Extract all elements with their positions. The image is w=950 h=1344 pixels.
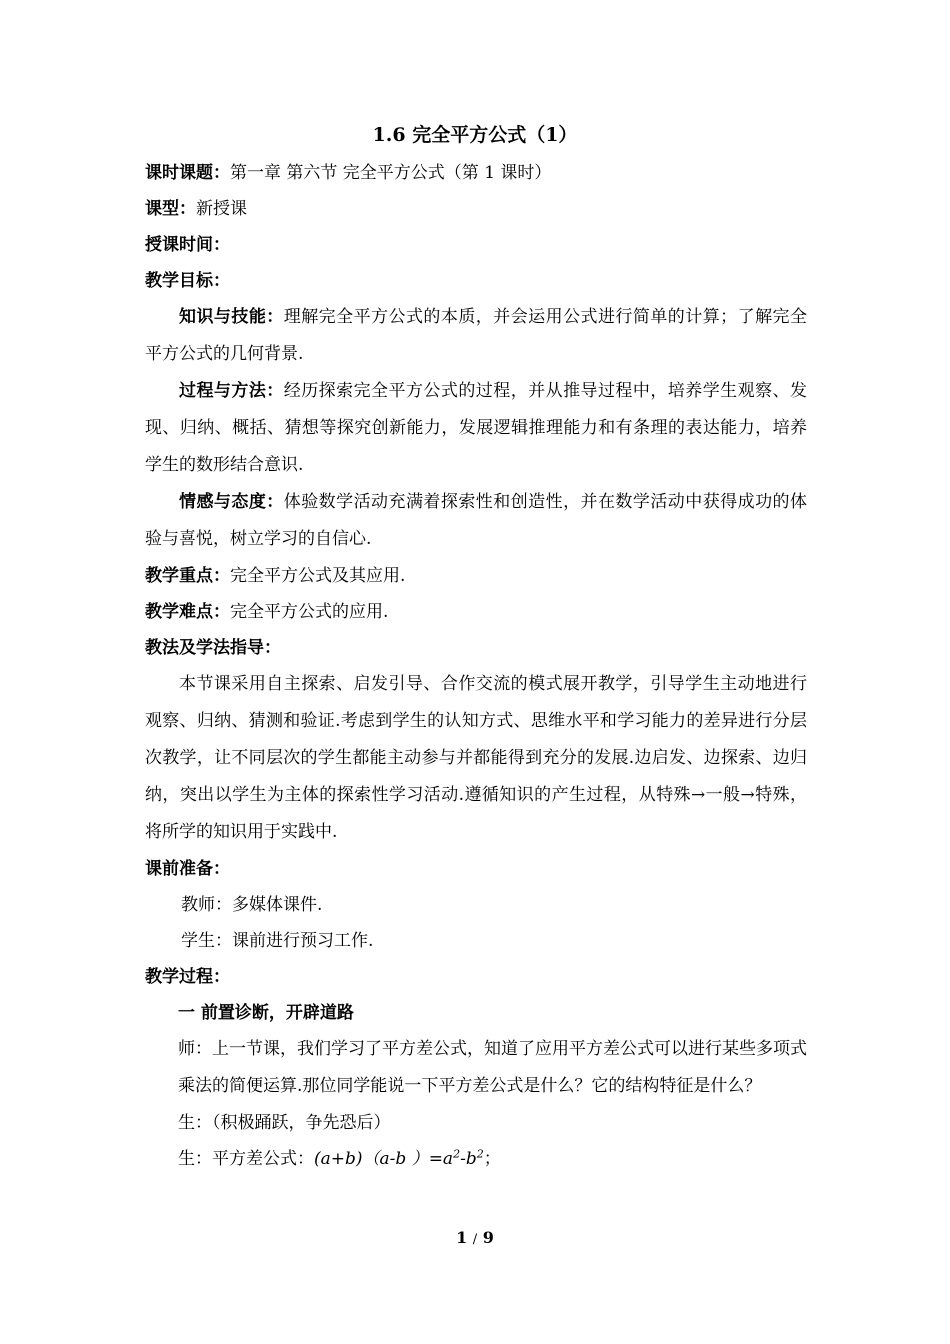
goal-emotion-label: 情感与态度： xyxy=(179,492,284,512)
goal-process xyxy=(145,373,807,484)
topic-value: 第一章 第六节 完全平方公式（第 1 课时） xyxy=(230,163,552,183)
method-paragraph: 本节课采用自主探索、启发引导、合作交流的模式展开教学，引导学生主动地进行观察、归纳、猜测和验证.考虑到学生的认知方式、思维水平和学习能力的差异进行分层次教学，让不同层次的学生都能主动参与并都能得到充分的发展.边启发、边探索、边归纳，突出以学生为主体的探索性学习活动.遵循知识的产生过程，从特殊→一般→特殊，将所学的知识用于实践中. xyxy=(145,674,807,842)
difficult-point-line xyxy=(145,594,807,630)
student-answer-prefix: 生：平方差公式： xyxy=(178,1149,314,1169)
type-label: 课型： xyxy=(145,199,196,219)
goal-process-text: 经历探索完全平方公式的过程，并从推导过程中，培养学生观察、发现、归纳、概括、猜想等探究创新能力，发展逻辑推理能力和有条理的表达能力，培养学生的数形结合意识. xyxy=(145,381,808,475)
time-line xyxy=(145,227,807,263)
total-pages: 9 xyxy=(482,1228,494,1247)
page-separator: / xyxy=(472,1232,478,1247)
difficult-point-text: 完全平方公式的应用. xyxy=(230,602,389,622)
prep-heading: 课前准备： xyxy=(145,859,230,879)
prep-teacher: 教师：多媒体课件. xyxy=(181,895,323,915)
method-heading: 教法及学法指导： xyxy=(145,638,281,658)
type-line xyxy=(145,191,807,227)
page-number xyxy=(0,1226,950,1252)
prep-student: 学生：课前进行预习工作. xyxy=(181,931,374,951)
time-label: 授课时间： xyxy=(145,235,230,255)
current-page: 1 xyxy=(456,1228,468,1247)
goal-knowledge-label: 知识与技能： xyxy=(179,307,284,327)
type-value: 新授课 xyxy=(196,199,247,219)
goal-knowledge xyxy=(145,299,807,373)
goal-knowledge-text: 理解完全平方公式的本质，并会运用公式进行简单的计算；了解完全平方公式的几何背景. xyxy=(145,307,808,364)
key-point-label: 教学重点： xyxy=(145,566,230,586)
goals-heading: 教学目标： xyxy=(145,271,230,291)
topic-label: 课时课题： xyxy=(145,163,230,183)
topic-line xyxy=(145,155,807,191)
goal-process-label: 过程与方法： xyxy=(179,381,284,401)
document-body xyxy=(145,155,807,1177)
formula: (a+b)（a-b ）$=a^2-b^2$ xyxy=(314,1147,484,1169)
goal-emotion xyxy=(145,484,807,558)
key-point-line xyxy=(145,558,807,594)
student-answer: 生：平方差公式：(a+b)（a-b ）$=a^2-b^2$； xyxy=(178,1147,501,1169)
teacher-question: 师：上一节课，我们学习了平方差公式，知道了应用平方差公式可以进行某些多项式乘法的简便运算.那位同学能说一下平方差公式是什么？它的结构特征是什么？ xyxy=(178,1039,807,1096)
difficult-point-label: 教学难点： xyxy=(145,602,230,622)
goal-emotion-text: 体验数学活动充满着探索性和创造性，并在数学活动中获得成功的体验与喜悦，树立学习的自信心. xyxy=(145,492,808,549)
key-point-text: 完全平方公式及其应用. xyxy=(230,566,406,586)
student-reaction: 生：（积极踊跃，争先恐后） xyxy=(178,1113,391,1133)
process-heading: 教学过程： xyxy=(145,967,230,987)
document-title: 1.6 完全平方公式（1） xyxy=(372,124,578,146)
step-one-heading: 一 前置诊断，开辟道路 xyxy=(178,1003,354,1023)
